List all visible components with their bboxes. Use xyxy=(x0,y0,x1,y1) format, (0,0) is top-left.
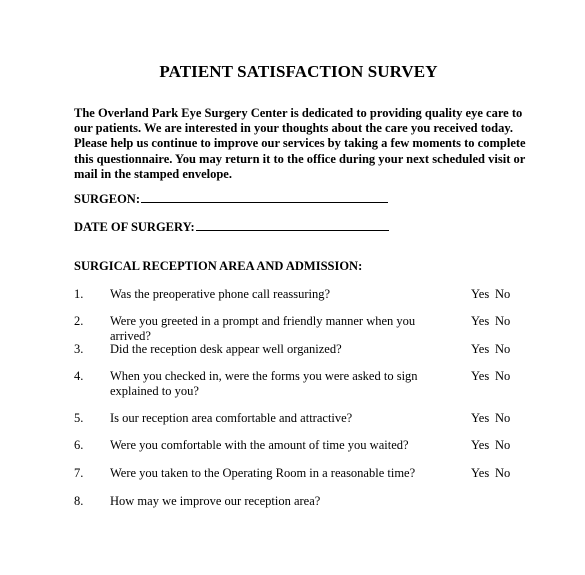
no-option[interactable]: No xyxy=(495,342,511,356)
yes-option[interactable]: Yes xyxy=(471,287,490,301)
intro-paragraph: The Overland Park Eye Surgery Center is dedicated to providing quality eye care to our patients. We are interested in your thoughts about the care you received today. Please help us continue to improve our services by taking a few moments to complete this questionnaire. You may return it to the office during your next scheduled visit or mail in the stamped envelope. xyxy=(74,106,526,181)
no-option[interactable]: No xyxy=(495,314,511,328)
question-text: Were you taken to the Operating Room in a reasonable time? xyxy=(110,466,416,480)
yes-option[interactable]: Yes xyxy=(471,342,490,356)
question-number: 5. xyxy=(74,411,84,425)
question-number: 3. xyxy=(74,342,84,356)
question-number: 1. xyxy=(74,287,84,301)
surgeon-field xyxy=(74,190,388,207)
page-title: PATIENT SATISFACTION SURVEY xyxy=(159,62,438,81)
question-text: Is our reception area comfortable and attractive? xyxy=(110,411,353,425)
no-option[interactable]: No xyxy=(495,438,511,452)
question-number: 7. xyxy=(74,466,84,480)
question-text: Were you comfortable with the amount of time you waited? xyxy=(110,438,409,452)
date-of-surgery-label: DATE OF SURGERY: xyxy=(74,220,195,234)
yes-option[interactable]: Yes xyxy=(471,466,490,480)
question-text: Was the preoperative phone call reassuring? xyxy=(110,287,331,301)
yes-option[interactable]: Yes xyxy=(471,438,490,452)
no-option[interactable]: No xyxy=(495,411,511,425)
surgeon-blank-line[interactable] xyxy=(141,190,388,203)
question-number: 8. xyxy=(74,494,84,508)
no-option[interactable]: No xyxy=(495,287,511,301)
no-option[interactable]: No xyxy=(495,466,511,480)
section-heading: SURGICAL RECEPTION AREA AND ADMISSION: xyxy=(74,259,363,273)
question-number: 4. xyxy=(74,369,84,383)
question-number: 6. xyxy=(74,438,84,452)
yes-option[interactable]: Yes xyxy=(471,369,490,383)
yes-option[interactable]: Yes xyxy=(471,411,490,425)
yes-option[interactable]: Yes xyxy=(471,314,490,328)
question-number: 2. xyxy=(74,314,84,328)
surgeon-label: SURGEON: xyxy=(74,192,140,206)
date-of-surgery-blank-line[interactable] xyxy=(196,218,389,231)
question-text: How may we improve our reception area? xyxy=(110,494,321,508)
no-option[interactable]: No xyxy=(495,369,511,383)
question-text: Were you greeted in a prompt and friendly manner when you arrived? xyxy=(110,314,416,343)
question-text: Did the reception desk appear well organized? xyxy=(110,342,342,356)
question-text: When you checked in, were the forms you were asked to sign explained to you? xyxy=(110,369,418,398)
date-of-surgery-field xyxy=(74,218,389,235)
